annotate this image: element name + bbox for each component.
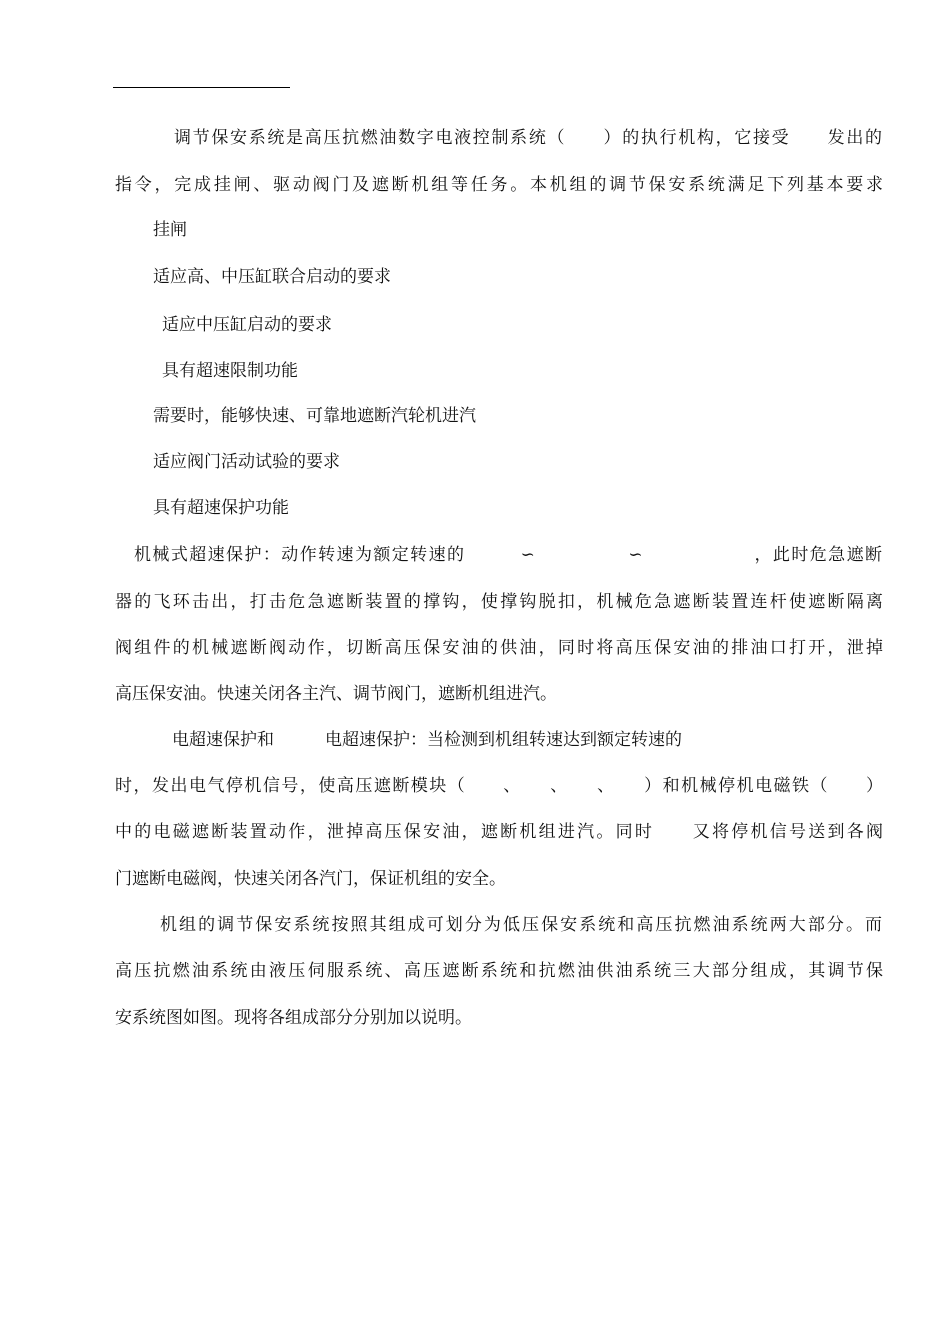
requirement-item: 具有超速保护功能 bbox=[153, 498, 289, 518]
paragraph-2-line-3: 阀组件的机械遮断阀动作，切断高压保安油的供油，同时将高压保安油的排油口打开，泄掉 bbox=[115, 638, 883, 658]
paragraph-3-line-1: 电超速保护和 电超速保护：当检测到机组转速达到额定转速的 bbox=[172, 730, 682, 750]
requirement-item: 具有超速限制功能 bbox=[162, 361, 298, 381]
paragraph-4-line-1: 机组的调节保安系统按照其组成可划分为低压保安系统和高压抗燃油系统两大部分。而 bbox=[160, 915, 882, 935]
requirement-item: 适应高、中压缸联合启动的要求 bbox=[153, 267, 391, 287]
top-rule bbox=[113, 87, 290, 88]
requirement-item: 适应阀门活动试验的要求 bbox=[153, 452, 340, 472]
paragraph-2-line-4: 高压保安油。快速关闭各主汽、调节阀门，遮断机组进汽。 bbox=[115, 684, 557, 704]
paragraph-4-line-2: 高压抗燃油系统由液压伺服系统、高压遮断系统和抗燃油供油系统三大部分组成，其调节保 bbox=[115, 961, 883, 981]
paragraph-3-line-3: 中的电磁遮断装置动作，泄掉高压保安油，遮断机组进汽。同时 又将停机信号送到各阀 bbox=[115, 822, 883, 842]
paragraph-3-line-4: 门遮断电磁阀，快速关闭各汽门，保证机组的安全。 bbox=[115, 869, 506, 889]
paragraph-4-line-3: 安系统图如图。现将各组成部分分别加以说明。 bbox=[115, 1008, 472, 1028]
paragraph-2-line-2: 器的飞环击出，打击危急遮断装置的撑钩，使撑钩脱扣，机械危急遮断装置连杆使遮断隔离 bbox=[115, 592, 883, 612]
paragraph-2-line-1: 机械式超速保护：动作转速为额定转速的 ∽ ∽ ，此时危急遮断 bbox=[134, 545, 882, 565]
paragraph-1-line-1: 调节保安系统是高压抗燃油数字电液控制系统（ ）的执行机构，它接受 发出的 bbox=[174, 128, 882, 148]
requirement-item: 挂闸 bbox=[153, 220, 187, 240]
requirement-item: 需要时，能够快速、可靠地遮断汽轮机进汽 bbox=[153, 406, 476, 426]
paragraph-1-line-2: 指令，完成挂闸、驱动阀门及遮断机组等任务。本机组的调节保安系统满足下列基本要求 bbox=[115, 175, 883, 195]
paragraph-3-line-2: 时，发出电气停机信号，使高压遮断模块（ 、 、 、 ）和机械停机电磁铁（ ） bbox=[115, 776, 883, 796]
requirement-item: 适应中压缸启动的要求 bbox=[162, 315, 332, 335]
